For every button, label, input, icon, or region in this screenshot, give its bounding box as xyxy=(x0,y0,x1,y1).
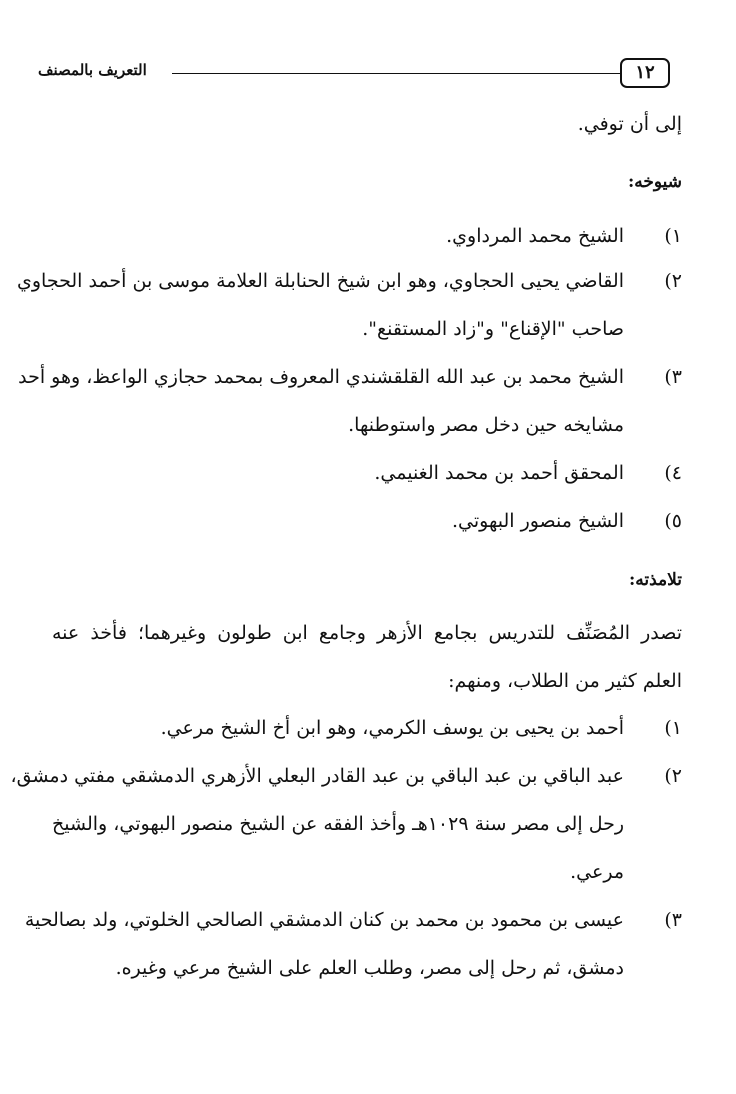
teacher-3-line-2: مشايخه حين دخل مصر واستوطنها. xyxy=(348,414,624,436)
student-3-number: ٣) xyxy=(664,909,682,931)
students-heading: تلامذته: xyxy=(628,570,682,590)
student-2-line-2: رحل إلى مصر سنة ١٠٢٩هـ وأخذ الفقه عن الشيخ منصور البهوتي، والشيخ xyxy=(52,813,624,835)
teachers-heading: شيوخه: xyxy=(627,172,682,192)
teacher-5-number: ٥) xyxy=(664,510,682,532)
student-1-line-1: أحمد بن يحيى بن يوسف الكرمي، وهو ابن أخ الشيخ مرعي. xyxy=(160,717,624,739)
student-3-line-2: دمشق، ثم رحل إلى مصر، وطلب العلم على الشيخ مرعي وغيره. xyxy=(115,957,624,979)
running-title: التعريف بالمصنف xyxy=(38,61,147,79)
teacher-4-number: ٤) xyxy=(664,462,682,484)
intro-line: إلى أن توفي. xyxy=(577,113,682,135)
page-header xyxy=(38,58,670,92)
teacher-3-line-1: الشيخ محمد بن عبد الله القلقشندي المعروف بمحمد حجازي الواعظ، وهو أحد xyxy=(18,366,624,388)
page-number: ١٢ xyxy=(620,58,670,88)
student-2-line-1: عبد الباقي بن عبد الباقي بن عبد القادر البعلي الأزهري الدمشقي مفتي دمشق، xyxy=(10,765,624,787)
students-paragraph-line-1: تصدر المُصَنِّف للتدريس بجامع الأزهر وجامع ابن طولون وغيرهما؛ فأخذ عنه xyxy=(52,622,682,644)
student-2-line-3: مرعي. xyxy=(570,861,624,883)
student-1-number: ١) xyxy=(664,717,682,739)
teacher-3-number: ٣) xyxy=(664,366,682,388)
header-rule xyxy=(172,73,620,74)
teacher-4-line-1: المحقق أحمد بن محمد الغنيمي. xyxy=(374,462,624,484)
student-2-number: ٢) xyxy=(664,765,682,787)
teacher-2-number: ٢) xyxy=(664,270,682,292)
students-paragraph-line-2: العلم كثير من الطلاب، ومنهم: xyxy=(448,670,682,692)
teacher-2-line-1: القاضي يحيى الحجاوي، وهو ابن شيخ الحنابلة العلامة موسى بن أحمد الحجاوي xyxy=(17,270,624,292)
teacher-2-line-2: صاحب "الإقناع" و"زاد المستقنع". xyxy=(362,318,624,340)
teacher-1-line-1: الشيخ محمد المرداوي. xyxy=(446,225,624,247)
teacher-1-number: ١) xyxy=(664,225,682,247)
teacher-5-line-1: الشيخ منصور البهوتي. xyxy=(451,510,624,532)
student-3-line-1: عيسى بن محمود بن محمد بن كنان الدمشقي الصالحي الخلوتي، ولد بصالحية xyxy=(24,909,624,931)
